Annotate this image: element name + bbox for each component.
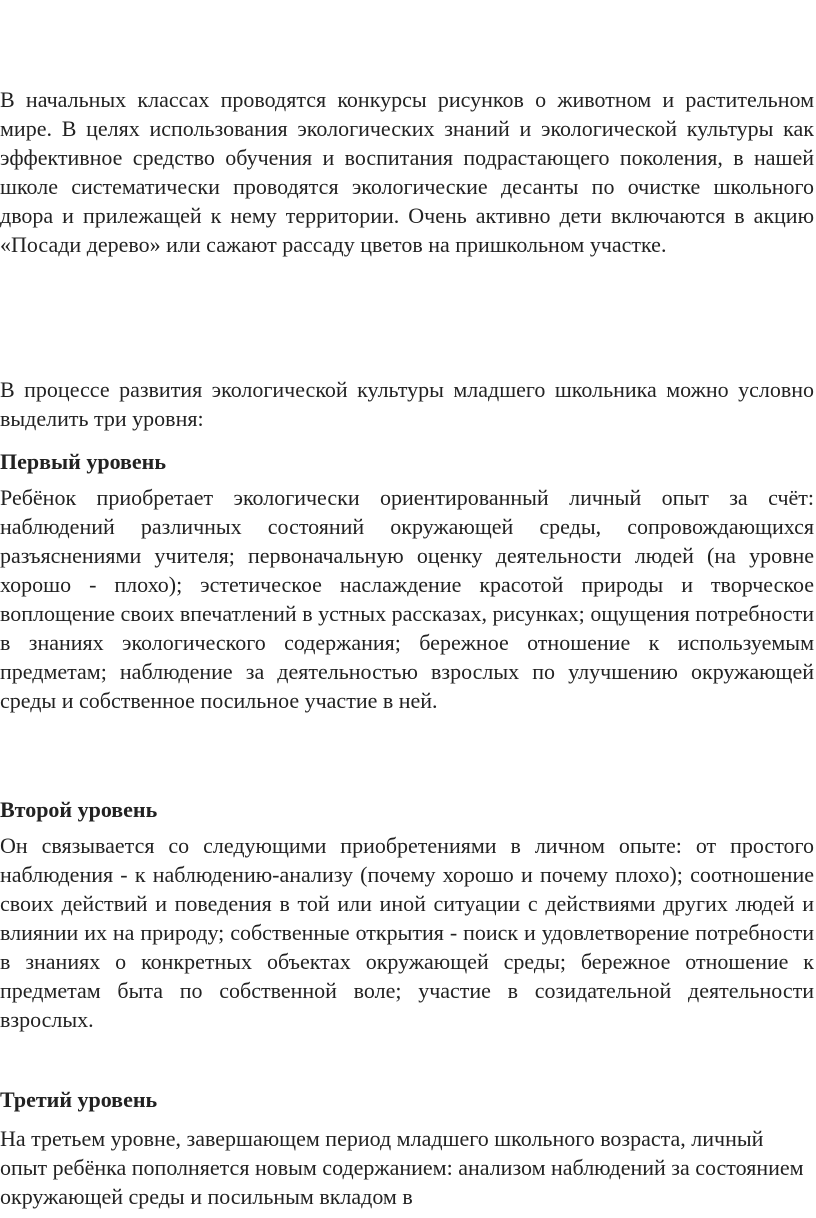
intro-paragraph: В начальных классах проводятся конкурсы рисунков о животном и растительном мире. В целях использования экологических знаний и экологической культуры как эффективное средство обучения и воспитания подрастающего поколения, в нашей школе систематически проводятся экологические десанты по очистке школьного двора и прилежащей к нему территории. Очень активно дети включаются в акцию «Посади дерево» или сажают рассаду цветов на пришкольном участке. bbox=[0, 87, 814, 257]
level-2-heading: Второй уровень bbox=[0, 797, 158, 822]
levels-intro-paragraph: В процессе развития экологической культуры младшего школьника можно условно выделить три уровня: bbox=[0, 377, 814, 431]
level-1-paragraph: Ребёнок приобретает экологически ориентированный личный опыт за счёт: наблюдений различных состояний окружающей среды, сопровождающихся разъяснениями учителя; первоначальную оценку деятельности людей (на уровне хорошо - плохо); эстетическое наслаждение красотой природы и творческое воплощение своих впечатлений в устных рассказах, рисунках; ощущения потребности в знаниях экологического содержания; бережное отношение к используемым предметам; наблюдение за деятельностью взрослых по улучшению окружающей среды и собственное посильное участие в ней. bbox=[0, 485, 814, 713]
level-3-paragraph: На третьем уровне, завершающем период младшего школьного возраста, личный опыт ребёнка пополняется новым содержанием: анализом наблюдений за состоянием окружающей среды и посильным вкладом в bbox=[0, 1126, 804, 1209]
level-1-heading: Первый уровень bbox=[0, 449, 166, 474]
level-2-paragraph: Он связывается со следующими приобретениями в личном опыте: от простого наблюдения - к наблюдению-анализу (почему хорошо и почему плохо); соотношение своих действий и поведения в той или иной ситуации с действиями других людей и влиянии их на природу; собственные открытия - поиск и удовлетворение потребности в знаниях о конкретных объектах окружающей среды; бережное отношение к предметам быта по собственной воле; участие в созидательной деятельности взрослых. bbox=[0, 833, 814, 1032]
level-3-heading: Третий уровень bbox=[0, 1087, 158, 1112]
